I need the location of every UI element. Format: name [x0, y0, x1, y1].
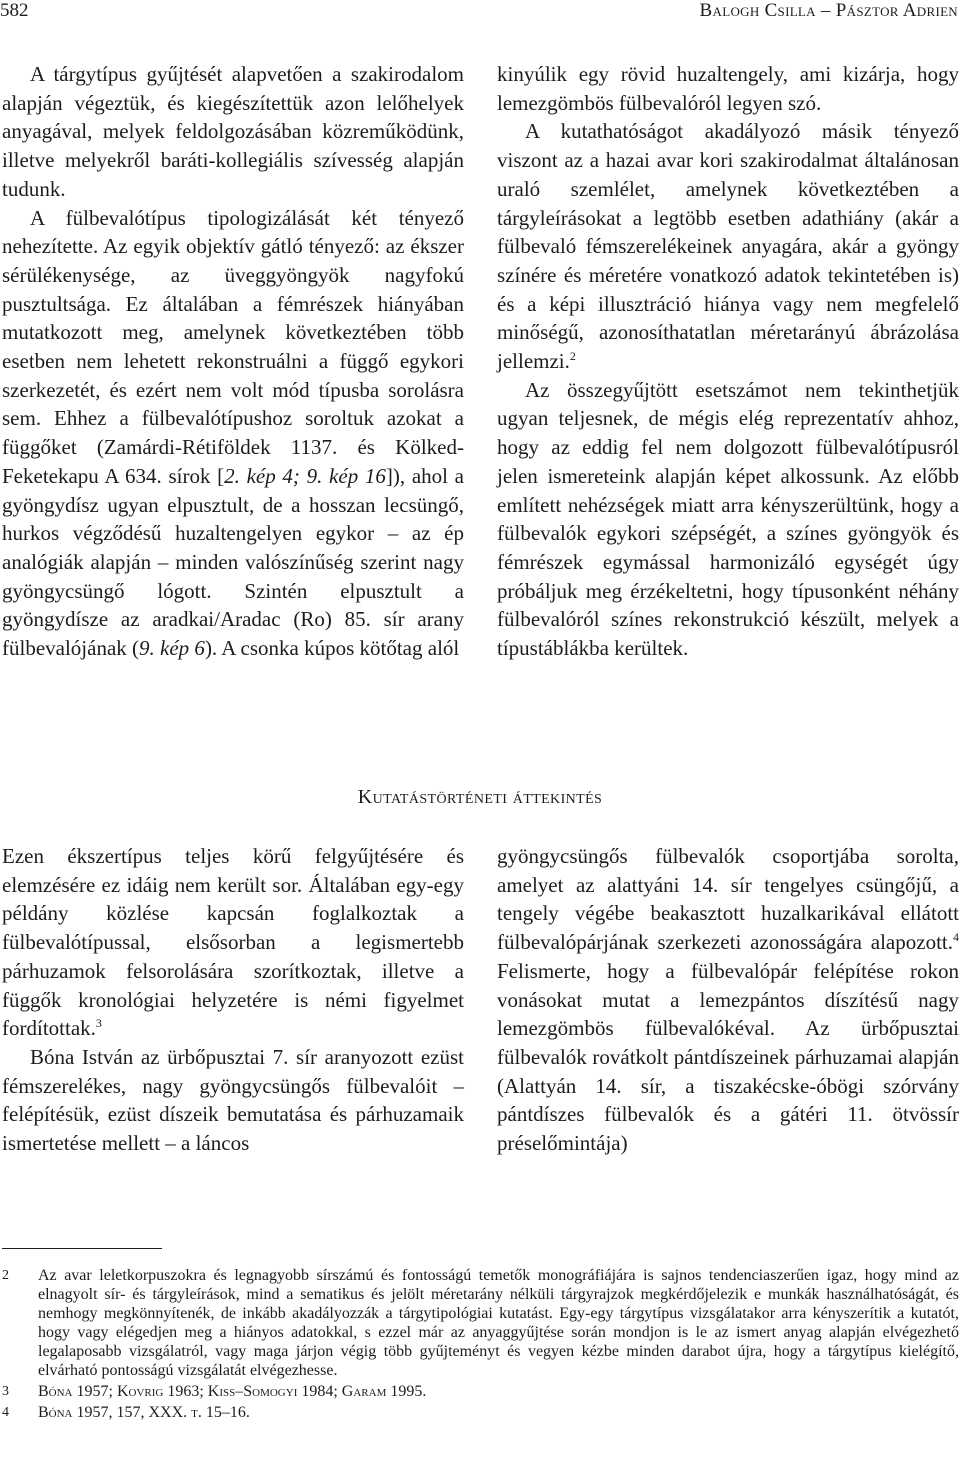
- section-heading: Kutatástörténeti áttekintés: [357, 786, 603, 808]
- paragraph: [497, 842, 959, 1158]
- footnote: [2, 1382, 959, 1401]
- footnote-marker[interactable]: 3: [95, 1016, 102, 1031]
- text-run: Ezen ékszertípus teljes körű felgyűjtésére és elemzésére ez idáig nem került sor. Általában egy-egy példány közlése kapcsán foglalkoztak a fülbevalótípussal, elsősorban a legismertebb párhuzamok felsorolására szorítkoztak, illetve a függők kronológiai helyzetére is némi figyelmet fordítottak.: [2, 844, 464, 1041]
- paragraph: Bóna István az ürbőpusztai 7. sír aranyozott ezüst fémszerelékes, nagy gyöngycsüngős fülbevalóit – felépítésük, ezüst díszeik bemutatása és párhuzamaik ismertetése mellett – a láncos: [2, 1044, 464, 1156]
- footnote-text: Bóna 1957, 157, XXX. t. 15–16.: [38, 1404, 250, 1421]
- figure-reference: 2. kép 4; 9. kép 16: [224, 463, 386, 488]
- text-run: gyöngycsüngős fülbevalók csoportjába sorolta, amelyet az alattyáni 14. sír tengelyes csüngőjű, a tengely végébe beakasztott huzalkarikával ellátott fülbevalópárjának szerkezeti azonosságára alapozott.: [497, 844, 959, 955]
- footnote-text: Bóna 1957; Kovrig 1963; Kiss–Somogyi 1984; Garam 1995.: [38, 1383, 427, 1400]
- footnote-text: Az avar leletkorpuszokra és legnagyobb sírszámú és fontosságú temetők monográfiájára is sajnos tendenciaszerűen igaz, hogy mind az elnagyolt sír- és tárgyleírások, mind a sematikus és jelölt méretarány nélküli tárgyrajzok megkérdőjelezik e munkák használhatóságát, és nemhogy megkönnyítenék, de inkább akadályozzák a tárgytipológiai kutatást. Egy-egy tárgytípus vizsgálatakor arra kényszerítik a kutatót, hogy vagy elégedjen meg a hiányos adatokkal, s ezzel már az anyaggyűjtése során mondjon is le az ismert anyag alapján elvégezhető legalaposabb vizsgálatról, vagy maga járjon végig több gyűjteményt és vegyen kézbe minden darabot újra, hogy a tárgytípus kielégítő, elvárható pontosságú vizsgálatát elvégezhesse.: [38, 1267, 959, 1379]
- footnotes: [2, 1266, 959, 1424]
- page-number: 582: [0, 0, 29, 21]
- footnote-number: 4: [2, 1405, 9, 1420]
- paragraph: A tárgytípus gyűjtését alapvetően a szakirodalom alapján végeztük, és kiegészítettük azon lelőhelyek anyagával, melyek feldolgozásában közreműködünk, illetve melyekről baráti-kollegiális szívesség alapján tudunk.: [2, 62, 464, 201]
- footnote-marker[interactable]: 4: [953, 930, 959, 945]
- text-run: Felismerte, hogy a fülbevalópár felépítése rokon vonásokat mutat a lemezpántos díszítésű nagy lemezgömbös fülbevalókéval. Az ürbőpusztai fülbevalók rovátkolt pántdíszeinek párhuzamai alapján (Alattyán 14. sír, a tiszakécske-óbögi szórvány pántdíszes fülbevalók és a gátéri 11. ötvössír préselőmintája): [497, 958, 959, 1156]
- top-right-column: [497, 60, 959, 663]
- footnote: [2, 1266, 959, 1380]
- footnote-marker[interactable]: 2: [569, 349, 576, 364]
- text-run: A fülbevalótípus tipologizálását két tényező nehezítette. Az egyik objektív gátló tényező: az ékszer sérülékenysége, az üveggyöngyök nagyfokú pusztultsága. Ez általában a fémrészek hiányában mutatkozott meg, amelynek következtében több esetben nem lehetett rekonstruálni a függő egykori szerkezetét, és ezért nem volt mód típusba sorolásra sem. Ehhez a fülbevalótípushoz soroltuk azokat a függőket (Zamárdi-Rétiföldek 1137. és Kölked-Feketekapu A 634. sírok [: [2, 205, 464, 488]
- paragraph: [2, 204, 464, 663]
- running-header-authors: Balogh Csilla – Pásztor Adrien: [699, 0, 958, 21]
- paragraph: kinyúlik egy rövid huzaltengely, ami kizárja, hogy lemezgömbös fülbevalóról legyen szó.: [497, 62, 959, 115]
- paragraph: [2, 842, 464, 1043]
- footnote: [2, 1403, 959, 1422]
- footnote-separator: [2, 1248, 162, 1249]
- paragraph: [497, 117, 959, 375]
- figure-reference: 9. kép 6: [139, 636, 205, 661]
- text-run: ]), ahol a gyöngydísz ugyan elpusztult, de a hosszan lecsüngő, hurkos végződésű huzaltengelyen egykor – az ép analógiák alapján – minden valószínűség szerint nagy gyöngycsüngő lógott. Szintén elpusztult a gyöngydísze az aradkai/Aradac (Ro) 85. sír arany fülbevalójának (: [2, 463, 465, 661]
- bottom-left-column: [2, 842, 464, 1158]
- text-run: ). A csonka kúpos kötőtag alól: [204, 636, 460, 661]
- footnote-number: 2: [2, 1268, 9, 1283]
- top-left-column: [2, 60, 464, 663]
- bottom-right-column: [497, 842, 959, 1158]
- paragraph: Az összegyűjtött esetszámot nem tekinthetjük ugyan teljesnek, de mégis elég reprezentatív ahhoz, hogy az eddig fel nem dolgozott fülbevalótípusról jelen ismereteink alapján képet alkossunk. Az előbb említett nehézségek miatt arra kényszerültünk, hogy a fülbevalók egykori szépségét, a színes gyöngyök és fémrészek egymással harmonizáló egységét úgy próbáljuk meg érzékeltetni, hogy típusonként néhány fülbevalóról színes rekonstrukció készült, melyek a típustáblákba kerültek.: [497, 377, 959, 661]
- text-run: A kutathatóságot akadályozó másik tényező viszont az a hazai avar kori szakirodalmat általánosan uraló szemlélet, amelynek következtében a tárgyleírásokat a legtöbb esetben adathiány (akár a fülbevaló fémszerelékeinek anyagára, akár a gyöngy színére és méretére vonatkozó adatok tekintetében is) és a képi illusztráció hiánya vagy nem megfelelő minőségű, azonosíthatatlan méretarányú ábrázolása jellemzi.: [497, 119, 959, 374]
- footnote-number: 3: [2, 1384, 9, 1399]
